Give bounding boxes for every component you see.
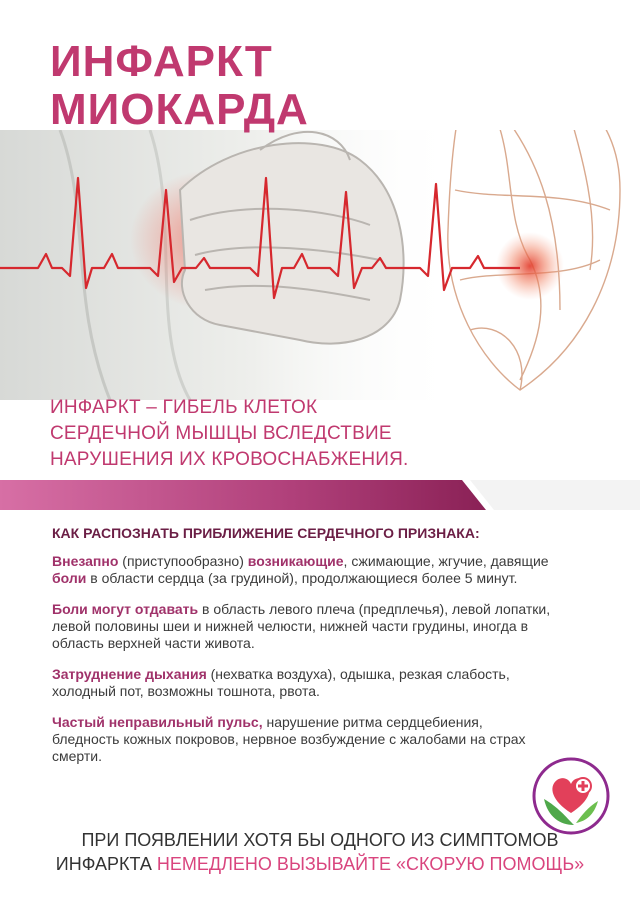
heart-cross-leaf-logo-icon — [530, 755, 612, 837]
footer-call-ambulance: НЕМЕДЛЕНО ВЫЗЫВАЙТЕ «СКОРУЮ ПОМОЩЬ» — [156, 854, 585, 874]
body-text: в области сердца (за грудиной), продолжающиеся более 5 минут. — [86, 570, 518, 586]
highlight-text: Внезапно — [52, 553, 119, 569]
body-text: , сжимающие, жгучие, давящие — [343, 553, 549, 569]
definition-text — [50, 395, 409, 473]
heart-attack-spot — [496, 232, 564, 300]
chest-pain-illustration — [0, 130, 640, 400]
symptom-paragraph-3 — [52, 666, 552, 700]
body-text: нарушение ритма сердцебиения, бледность кожных покровов, нервное возбуждение с жалобами на страх смерти. — [52, 714, 526, 764]
footer-warning — [0, 828, 640, 876]
decorative-band — [0, 480, 640, 510]
symptoms-heading: КАК РАСПОЗНАТЬ ПРИБЛИЖЕНИЕ СЕРДЕЧНОГО ПРИЗНАКА: — [52, 525, 480, 541]
highlight-text: боли — [52, 570, 87, 586]
body-text: (нехватка воздуха), одышка, резкая слабость, холодный пот, возможны тошнота, рвота. — [52, 666, 510, 699]
page-title — [50, 38, 309, 134]
symptom-paragraph-2 — [52, 601, 552, 652]
symptom-paragraph-1 — [52, 553, 552, 587]
definition-line-2: СЕРДЕЧНОЙ МЫШЦЫ ВСЛЕДСТВИЕ — [50, 423, 392, 444]
footer-line-1: ПРИ ПОЯВЛЕНИИ ХОТЯ БЫ ОДНОГО ИЗ СИМПТОМОВ — [81, 830, 559, 850]
body-text: (приступообразно) — [118, 553, 248, 569]
symptoms-section — [52, 525, 552, 779]
symptom-paragraph-4 — [52, 714, 552, 765]
highlight-text: Частый неправильный пульс, — [52, 714, 263, 730]
definition-line-3: НАРУШЕНИЯ ИХ КРОВОСНАБЖЕНИЯ. — [50, 449, 409, 470]
title-line-1: ИНФАРКТ — [50, 37, 273, 86]
highlight-text: возникающие — [247, 553, 344, 569]
highlight-text: Затруднение дыхания — [52, 666, 207, 682]
body-text: в область левого плеча (предплечья), левой лопатки, левой половины шеи и нижней челюсти, нижней части грудины, иногда в область верхней части живота. — [52, 601, 551, 651]
footer-line-2-start: ИНФАРКТА — [55, 854, 157, 874]
highlight-text: Боли могут отдавать — [52, 601, 199, 617]
title-line-2: МИОКАРДА — [50, 85, 309, 134]
definition-line-1: ИНФАРКТ – ГИБЕЛЬ КЛЕТОК — [50, 397, 318, 418]
